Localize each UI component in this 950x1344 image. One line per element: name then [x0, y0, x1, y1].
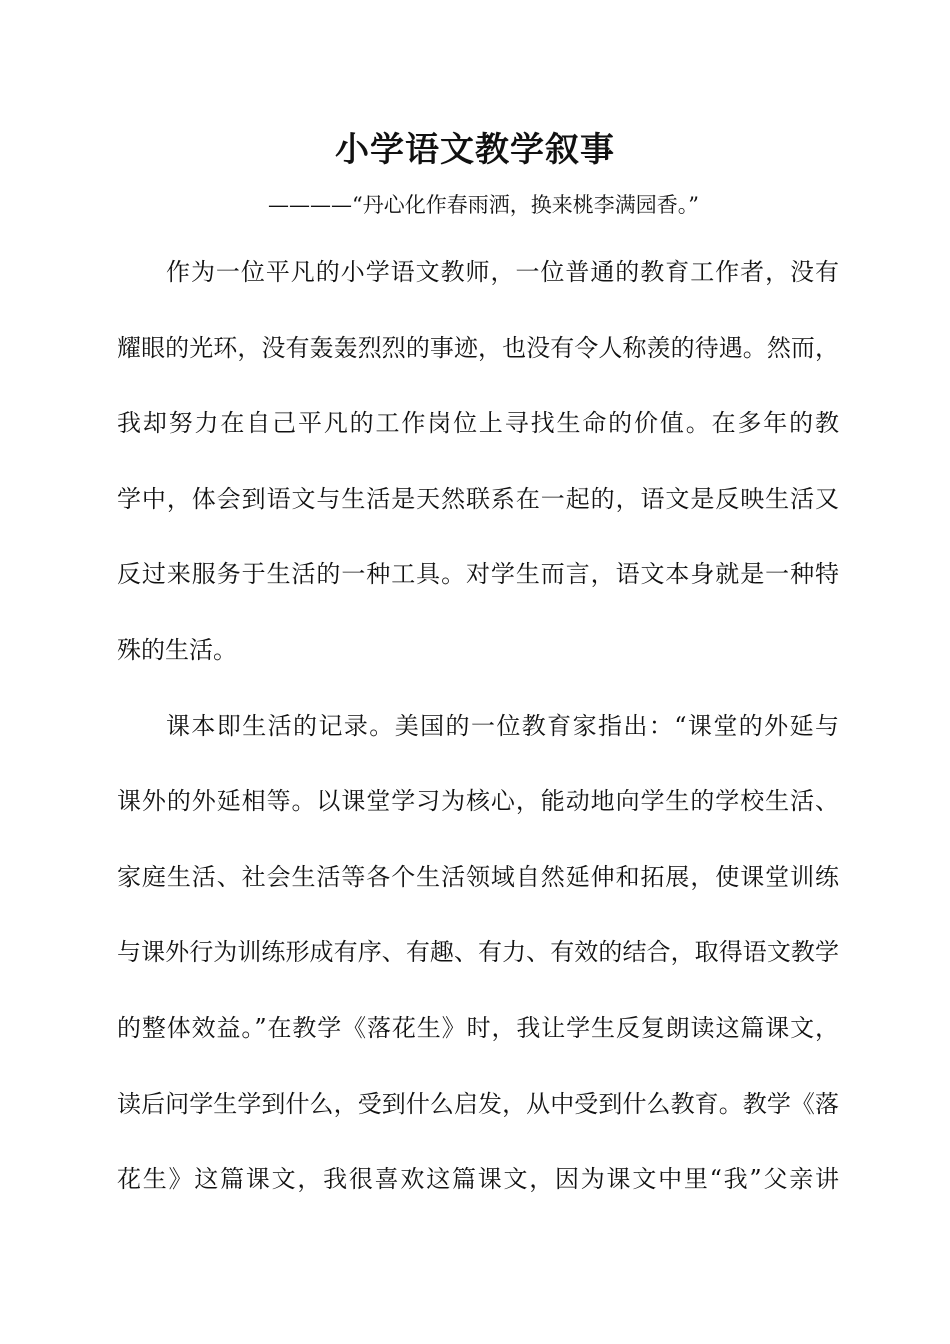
paragraph-line: 我却努力在自己平凡的工作岗位上寻找生命的价值。在多年的教 [117, 409, 839, 438]
paragraph-line: 家庭生活、社会生活等各个生活领域自然延伸和拓展，使课堂训练 [117, 862, 839, 891]
paragraph-line: 花生》这篇课文，我很喜欢这篇课文，因为课文中里“我”父亲讲 [117, 1165, 839, 1194]
document-subtitle: ————“丹心化作春雨洒，换来桃李满园香。” [268, 193, 699, 217]
paragraph-line: 反过来服务于生活的一种工具。对学生而言，语文本身就是一种特 [117, 560, 839, 589]
paragraph-line: 殊的生活。 [117, 635, 237, 664]
paragraph-line: 作为一位平凡的小学语文教师，一位普通的教育工作者，没有 [166, 258, 839, 286]
paragraph-line: 读后问学生学到什么，受到什么启发，从中受到什么教育。教学《落 [117, 1089, 839, 1118]
paragraph-line: 与课外行为训练形成有序、有趣、有力、有效的结合，取得语文教学 [117, 938, 839, 967]
document-body [117, 250, 839, 1233]
paragraph-line: 学中，体会到语文与生活是天然联系在一起的，语文是反映生活又 [117, 484, 839, 513]
document-title: 小学语文教学叙事 [335, 130, 615, 170]
paragraph-line: 耀眼的光环，没有轰轰烈烈的事迹，也没有令人称羡的待遇。然而， [117, 333, 839, 362]
paragraph-line: 的整体效益。”在教学《落花生》时，我让学生反复朗读这篇课文， [117, 1013, 839, 1042]
paragraph-line: 课本即生活的记录。美国的一位教育家指出：“课堂的外延与 [166, 711, 839, 740]
paragraph-line: 课外的外延相等。以课堂学习为核心，能动地向学生的学校生活、 [117, 787, 839, 816]
